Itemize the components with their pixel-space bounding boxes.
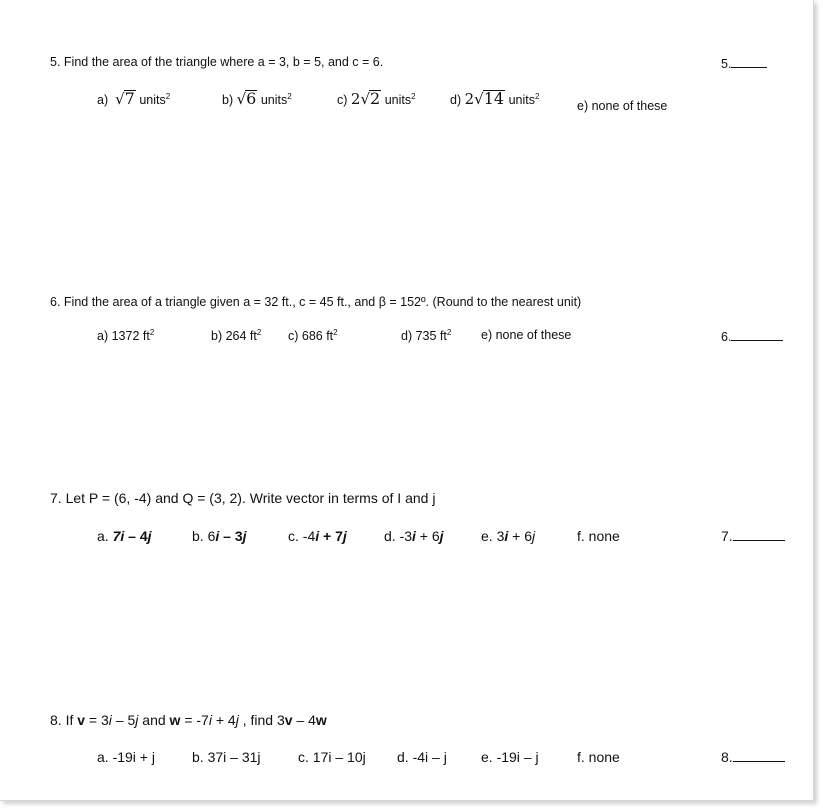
q6-option-d: d) 735 $ft^2$ [401, 328, 452, 343]
sqrt-symbol: √ 6 [236, 89, 257, 108]
q5-option-b: b) √ 6 units$^2$ [222, 89, 292, 108]
sqrt-symbol: √ 7 [115, 89, 135, 108]
sqrt-symbol: √ 14 [474, 89, 505, 108]
q7-option-d: d. -3i + 6j [384, 528, 444, 544]
q7-answer-blank: 7. [721, 528, 785, 544]
q5-text: Find the area of the triangle where a = 3, b = 5, and c = 6. [63, 55, 384, 69]
q7-option-c: c. -4i + 7j [288, 528, 347, 544]
q6-option-b: b) 264 $ft^2$ [211, 328, 262, 343]
q8-option-d: d. -4i – j [397, 749, 447, 765]
q5-answer-blank: 5. [721, 55, 767, 71]
q8-option-e: e. -19i – j [481, 749, 539, 765]
q5-prompt [50, 55, 383, 69]
q6-number: 6. [50, 295, 61, 309]
q5-option-c: c) 2 √ 2 units$^2$ [337, 89, 416, 108]
q8-answer-blank: 8. [721, 749, 785, 765]
q6-prompt [50, 295, 581, 309]
q7-number: 7. [50, 490, 62, 506]
q7-option-a: a. 7i – 4j [97, 528, 152, 544]
q7-option-b: b. 6i – 3j [192, 528, 247, 544]
q6-option-a: a) 1372 $ft^2$ [97, 328, 155, 343]
q7-option-f: f. none [577, 528, 620, 544]
q6-answer-blank: 6. [721, 328, 783, 344]
q6-option-c: c) 686 $ft^2$ [288, 328, 338, 343]
q7-prompt [50, 490, 435, 506]
q8-option-b: b. 37i – 31j [192, 749, 261, 765]
q5-option-a: a) √ 7 units$^2$ [97, 89, 171, 108]
q5-option-e: e) none of these [577, 99, 668, 113]
q8-option-f: f. none [577, 749, 620, 765]
q8-option-a: a. -19i + j [97, 749, 155, 765]
q8-prompt: 8. If v = 3i – 5j and w = -7i + 4j , find 3v – 4w [50, 712, 327, 728]
q5-option-d: d) 2 √ 14 units$^2$ [450, 89, 540, 108]
q5-number: 5. [50, 55, 61, 69]
q8-option-c: c. 17i – 10j [298, 749, 366, 765]
q7-option-e: e. 3i + 6j [481, 528, 536, 544]
q6-text: Find the area of a triangle given a = 32 ft., c = 45 ft., and β = 152º. (Round to the nearest unit) [63, 295, 582, 309]
q8-number: 8. [50, 712, 62, 728]
q6-option-e: e) none of these [481, 328, 572, 342]
sqrt-symbol: √ 2 [360, 89, 381, 108]
q7-text: Let P = (6, -4) and Q = (3, 2). Write vector in terms of I and j [65, 490, 436, 506]
